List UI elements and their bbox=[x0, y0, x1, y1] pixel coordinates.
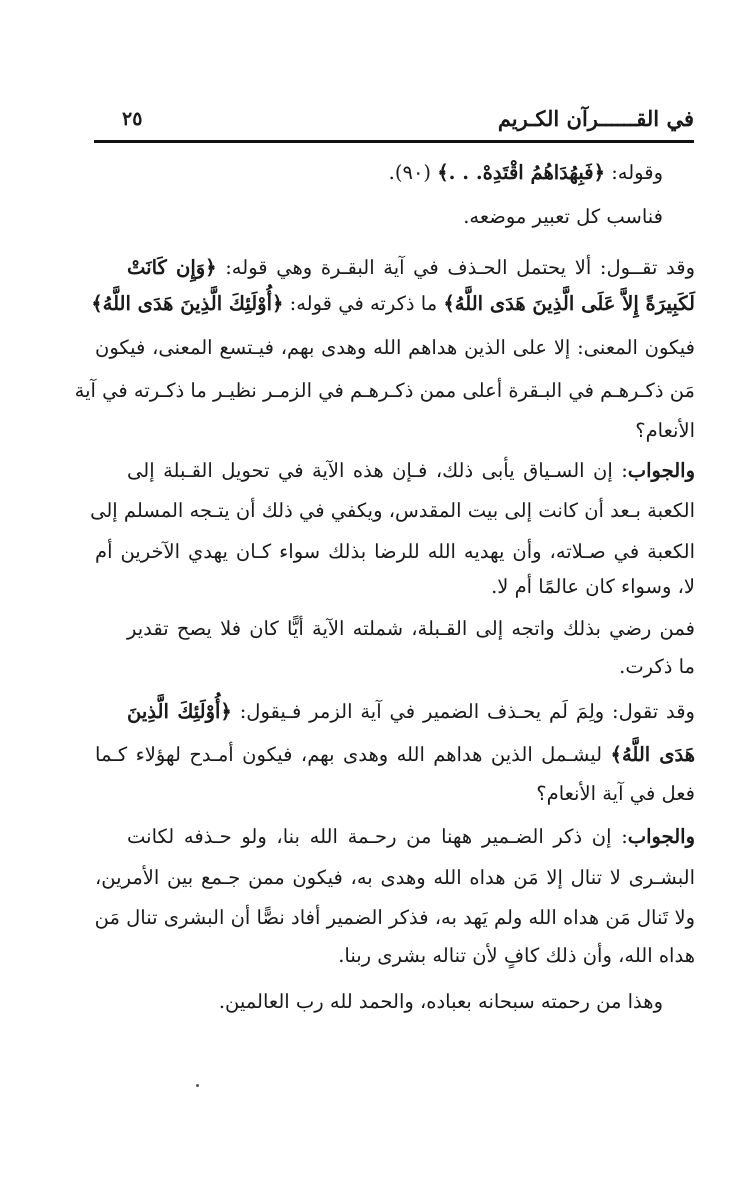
answer-lead: والجواب bbox=[627, 825, 695, 848]
text-line bbox=[95, 903, 695, 933]
text-segment: : إن السـياق يأبى ذلك، فـإن هذه الآية في تحويل القـبلة إلى bbox=[127, 459, 628, 482]
print-speck bbox=[196, 1084, 199, 1087]
text-segment: وهذا من رحمته سبحانه بعباده، والحمد لله رب العالمين. bbox=[218, 990, 663, 1013]
quran-quote: ﴿أُوْلَئِكَ الَّذِينَ bbox=[127, 700, 232, 723]
text-segment: ليشـمل الذين هداهم الله وهدى بهم، فيكون أمـدح لهؤلاء كـما bbox=[95, 743, 611, 766]
text-segment: وقوله: bbox=[605, 161, 663, 184]
text-line bbox=[95, 740, 695, 770]
text-segment: مَن ذكـرهـم في البـقرة أعلى ممن ذكـرهـم في الزمـر نظيـر ما ذكـرته في آية bbox=[74, 379, 695, 402]
text-line bbox=[127, 456, 695, 486]
text-segment: ما ذكرت. bbox=[619, 655, 695, 678]
quran-quote: هَدَى اللَّهُ﴾ bbox=[610, 743, 696, 766]
text-line bbox=[463, 202, 663, 232]
text-line bbox=[74, 376, 695, 406]
text-segment: فعل في آية الأنعام؟ bbox=[536, 782, 695, 805]
text-line bbox=[635, 416, 695, 446]
answer-lead: والجواب bbox=[627, 459, 695, 482]
running-title: في القــــــرآن الكـريم bbox=[497, 106, 694, 131]
quran-quote: لَكَبِيرَةً إِلاَّ عَلَى الَّذِينَ هَدَى اللَّهُ﴾ bbox=[443, 292, 695, 315]
text-line bbox=[536, 779, 695, 809]
text-line bbox=[338, 941, 695, 971]
text-line bbox=[389, 158, 663, 188]
text-line bbox=[219, 987, 663, 1017]
quran-quote: ﴿فَبِهُدَاهُمُ اقْتَدِهْ. . .﴾ bbox=[437, 161, 606, 184]
text-segment: وقد تقــول: ألا يحتمل الحـذف في آية البقـرة وهي قوله: bbox=[216, 256, 696, 279]
text-segment: فيكون المعنى: إلا على الذين هداهم الله وهدى بهم، فيـتسع المعنى، فيكون bbox=[95, 336, 695, 359]
text-segment: الكعبة في صـلاته، وأن يهديه الله للرضا بذلك سواء كـان يهدي الآخرين أم bbox=[95, 540, 695, 563]
quran-quote: ﴿وَإِن كَانَتْ bbox=[127, 256, 217, 279]
text-segment: هداه الله، وأن ذلك كافٍ لأن تناله بشرى ربنا. bbox=[338, 944, 695, 967]
text-line bbox=[95, 863, 695, 893]
text-line bbox=[90, 496, 695, 526]
text-line bbox=[491, 572, 695, 602]
text-line bbox=[127, 614, 695, 644]
text-line bbox=[127, 253, 695, 283]
text-segment: (٩٠). bbox=[388, 161, 438, 184]
header-rule bbox=[94, 140, 694, 143]
quran-quote: ﴿أُوْلَئِكَ الَّذِينَ هَدَى اللَّهُ﴾ bbox=[91, 292, 284, 315]
text-segment: لا، وسواء كان عالمًا أم لا. bbox=[491, 575, 695, 598]
text-segment: ولا تَنال مَن هداه الله ولم يَهد به، فذكر الضمير أفاد نصًّا أن البشرى تنال مَن bbox=[94, 906, 695, 929]
text-segment: ما ذكرته في قوله: bbox=[283, 292, 444, 315]
text-line bbox=[91, 289, 695, 319]
text-line bbox=[127, 697, 695, 727]
text-segment: البشـرى لا تنال إلا مَن هداه الله وهدى به، فيكون ممن جـمع بين الأمرين، bbox=[95, 866, 695, 889]
text-line bbox=[619, 652, 695, 682]
text-segment: فناسب كل تعبير موضعه. bbox=[463, 205, 663, 228]
text-segment: : إن ذكر الضـمير ههنا من رحـمة الله بنا، ولو حـذفه لكانت bbox=[127, 825, 628, 848]
text-line bbox=[95, 537, 695, 567]
text-segment: وقد تقول: ولِمَ لَم يحـذف الضمير في آية الزمر فـيقول: bbox=[231, 700, 695, 723]
page-header bbox=[94, 104, 694, 138]
text-line bbox=[127, 822, 695, 852]
text-segment: الأنعام؟ bbox=[635, 419, 695, 442]
text-line bbox=[95, 333, 695, 363]
text-segment: الكعبة بـعد أن كانت إلى بيت المقدس، ويكفي في ذلك أن يتـجه المسلم إلى bbox=[90, 499, 695, 522]
page-number: ٢٥ bbox=[122, 108, 143, 130]
text-segment: فمن رضي بذلك واتجه إلى القـبلة، شملته الآية أيًّا كان فلا يصح تقدير bbox=[127, 617, 695, 640]
